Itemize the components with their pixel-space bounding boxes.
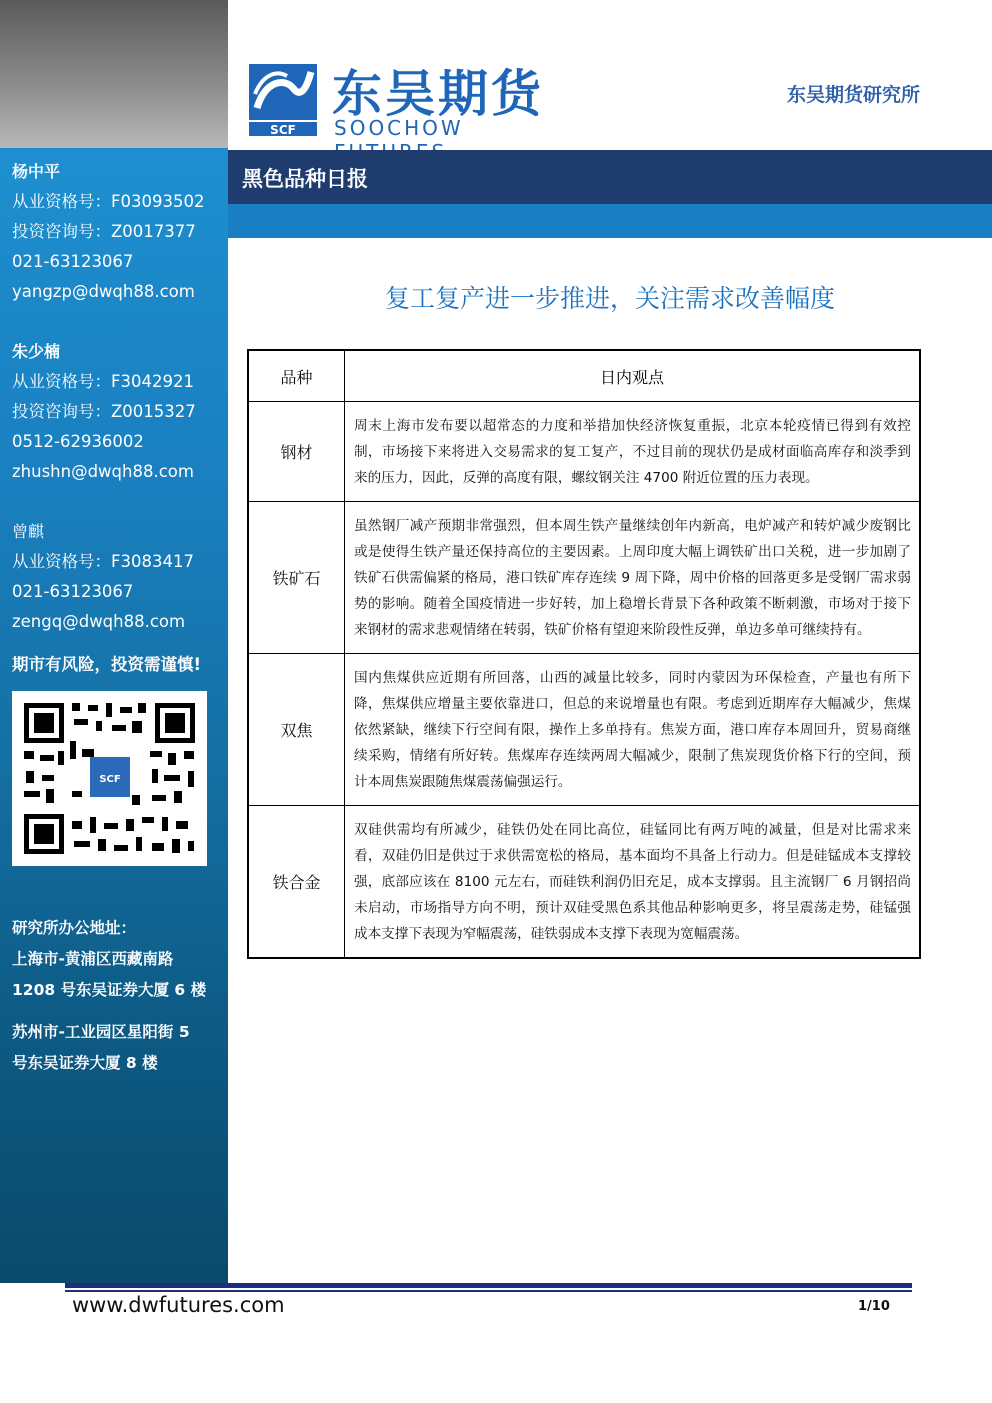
column-header-category: 品种 <box>248 350 345 402</box>
analyst-contact-3 <box>12 517 194 637</box>
svg-text:SCF: SCF <box>270 123 296 137</box>
phone-number: 0512-62936002 <box>12 432 144 451</box>
office-address-2 <box>12 1017 190 1079</box>
address-label: 研究所办公地址： <box>12 919 137 937</box>
table-row <box>248 806 920 959</box>
view-text-cell: 虽然钢厂减产预期非常强烈，但本周生铁产量继续创年内新高，电炉减产和转炉减少废钢比或是使得生铁产量还保持高位的主要因素。上周印度大幅上调铁矿出口关税，进一步加剧了铁矿石供需偏紧的格局，港口铁矿库存连续 9 周下降，周中价格的回落更多是受钢厂需求弱势的影响。随着全国疫情进一步好转，加上稳增长背景下各种政策不断刺激，市场对于接下来钢材的需求悲观情绪在转弱，铁矿价格有望迎来阶段性反弹，单边多单可继续持有。 <box>345 502 921 654</box>
category-cell: 铁矿石 <box>248 502 345 654</box>
column-header-view: 日内观点 <box>345 350 921 402</box>
banner-accent-strip <box>228 204 992 238</box>
website-link[interactable]: www.dwfutures.com <box>72 1293 285 1317</box>
email-link[interactable]: yangzp@dwqh88.com <box>12 282 195 301</box>
scf-logo-icon <box>247 60 319 140</box>
risk-warning: 期市有风险，投资需谨慎! <box>12 655 202 674</box>
footer-divider-thin <box>65 1290 912 1292</box>
view-text-cell: 双硅供需均有所减少，硅铁仍处在同比高位，硅锰同比有两万吨的减量，但是对比需求来看，双硅仍旧是供过于求供需宽松的格局，基本面均不具备上行动力。但是硅锰成本支撑较强，底部应该在 8100 元左右，而硅铁利润仍旧充足，成本支撑弱。且主流钢厂 6 月钢招尚未启动，市场指导方向不明，预计双硅受黑色系其他品种影响更多，将呈震荡走势，硅锰强成本支撑下表现为窄幅震荡，硅铁弱成本支撑下表现为宽幅震荡。 <box>345 806 921 959</box>
address-line: 上海市-黄浦区西藏南路 <box>12 950 174 968</box>
address-line: 苏州市-工业园区星阳街 5 <box>12 1023 190 1041</box>
institute-name: 东吴期货研究所 <box>786 84 920 106</box>
table-row <box>248 502 920 654</box>
sidebar <box>0 0 228 1283</box>
analyst-contact-1 <box>12 157 204 307</box>
address-line: 1208 号东吴证券大厦 6 楼 <box>12 981 207 999</box>
analyst-name: 曾麒 <box>12 522 45 541</box>
logo-chinese-name: 东吴期货 <box>332 65 544 123</box>
qualification-number: 从业资格号：F3042921 <box>12 372 194 391</box>
page-number: 1/10 <box>858 1299 890 1314</box>
qualification-number: 从业资格号：F03093502 <box>12 192 205 211</box>
report-type-banner <box>228 150 992 204</box>
sidebar-top-band <box>0 0 228 148</box>
view-text-cell: 周末上海市发布要以超常态的力度和举措加快经济恢复重振，北京本轮疫情已得到有效控制，市场接下来将进入交易需求的复工复产，不过目前的现状仍是成材面临高库存和淡季到来的压力，因此，反弹的高度有限，螺纹钢关注 4700 附近位置的压力表现。 <box>345 402 921 502</box>
email-link[interactable]: zhushn@dwqh88.com <box>12 462 194 481</box>
view-text-cell: 国内焦煤供应近期有所回落，山西的减量比较多，同时内蒙因为环保检查，产量也有所下降，焦煤供应增量主要依靠进口，但总的来说增量也有限。考虑到近期库存大幅减少，焦煤依然紧缺，继续下行空间有限，操作上多单持有。焦炭方面，港口库存本周回升，贸易商继续采购，情绪有所好转。焦煤库存连续两周大幅减少，限制了焦炭现货价格下行的空间，预计本周焦炭跟随焦煤震荡偏强运行。 <box>345 654 921 806</box>
table-header-row <box>248 350 920 402</box>
address-line: 号东吴证券大厦 8 楼 <box>12 1054 158 1072</box>
footer-divider <box>65 1283 912 1288</box>
analyst-name: 杨中平 <box>12 162 61 181</box>
category-cell: 钢材 <box>248 402 345 502</box>
qr-code-icon <box>12 691 207 866</box>
report-type-title: 黑色品种日报 <box>242 167 368 191</box>
report-title: 复工复产进一步推进，关注需求改善幅度 <box>384 284 835 313</box>
daily-view-table <box>247 349 921 959</box>
office-address <box>12 913 206 1006</box>
advisory-number: 投资咨询号：Z0017377 <box>12 222 196 241</box>
table-row <box>248 402 920 502</box>
category-cell: 双焦 <box>248 654 345 806</box>
advisory-number: 投资咨询号：Z0015327 <box>12 402 196 421</box>
qualification-number: 从业资格号：F3083417 <box>12 552 194 571</box>
svg-text:SCF: SCF <box>99 774 121 785</box>
category-cell: 铁合金 <box>248 806 345 959</box>
analyst-contact-2 <box>12 337 196 487</box>
phone-number: 021-63123067 <box>12 252 134 271</box>
qr-code[interactable] <box>12 691 207 866</box>
phone-number: 021-63123067 <box>12 582 134 601</box>
table-row <box>248 654 920 806</box>
analyst-name: 朱少楠 <box>12 342 61 361</box>
company-logo <box>247 60 581 140</box>
logo-english-name: SOOCHOW <box>334 116 464 140</box>
email-link[interactable]: zengq@dwqh88.com <box>12 612 186 631</box>
